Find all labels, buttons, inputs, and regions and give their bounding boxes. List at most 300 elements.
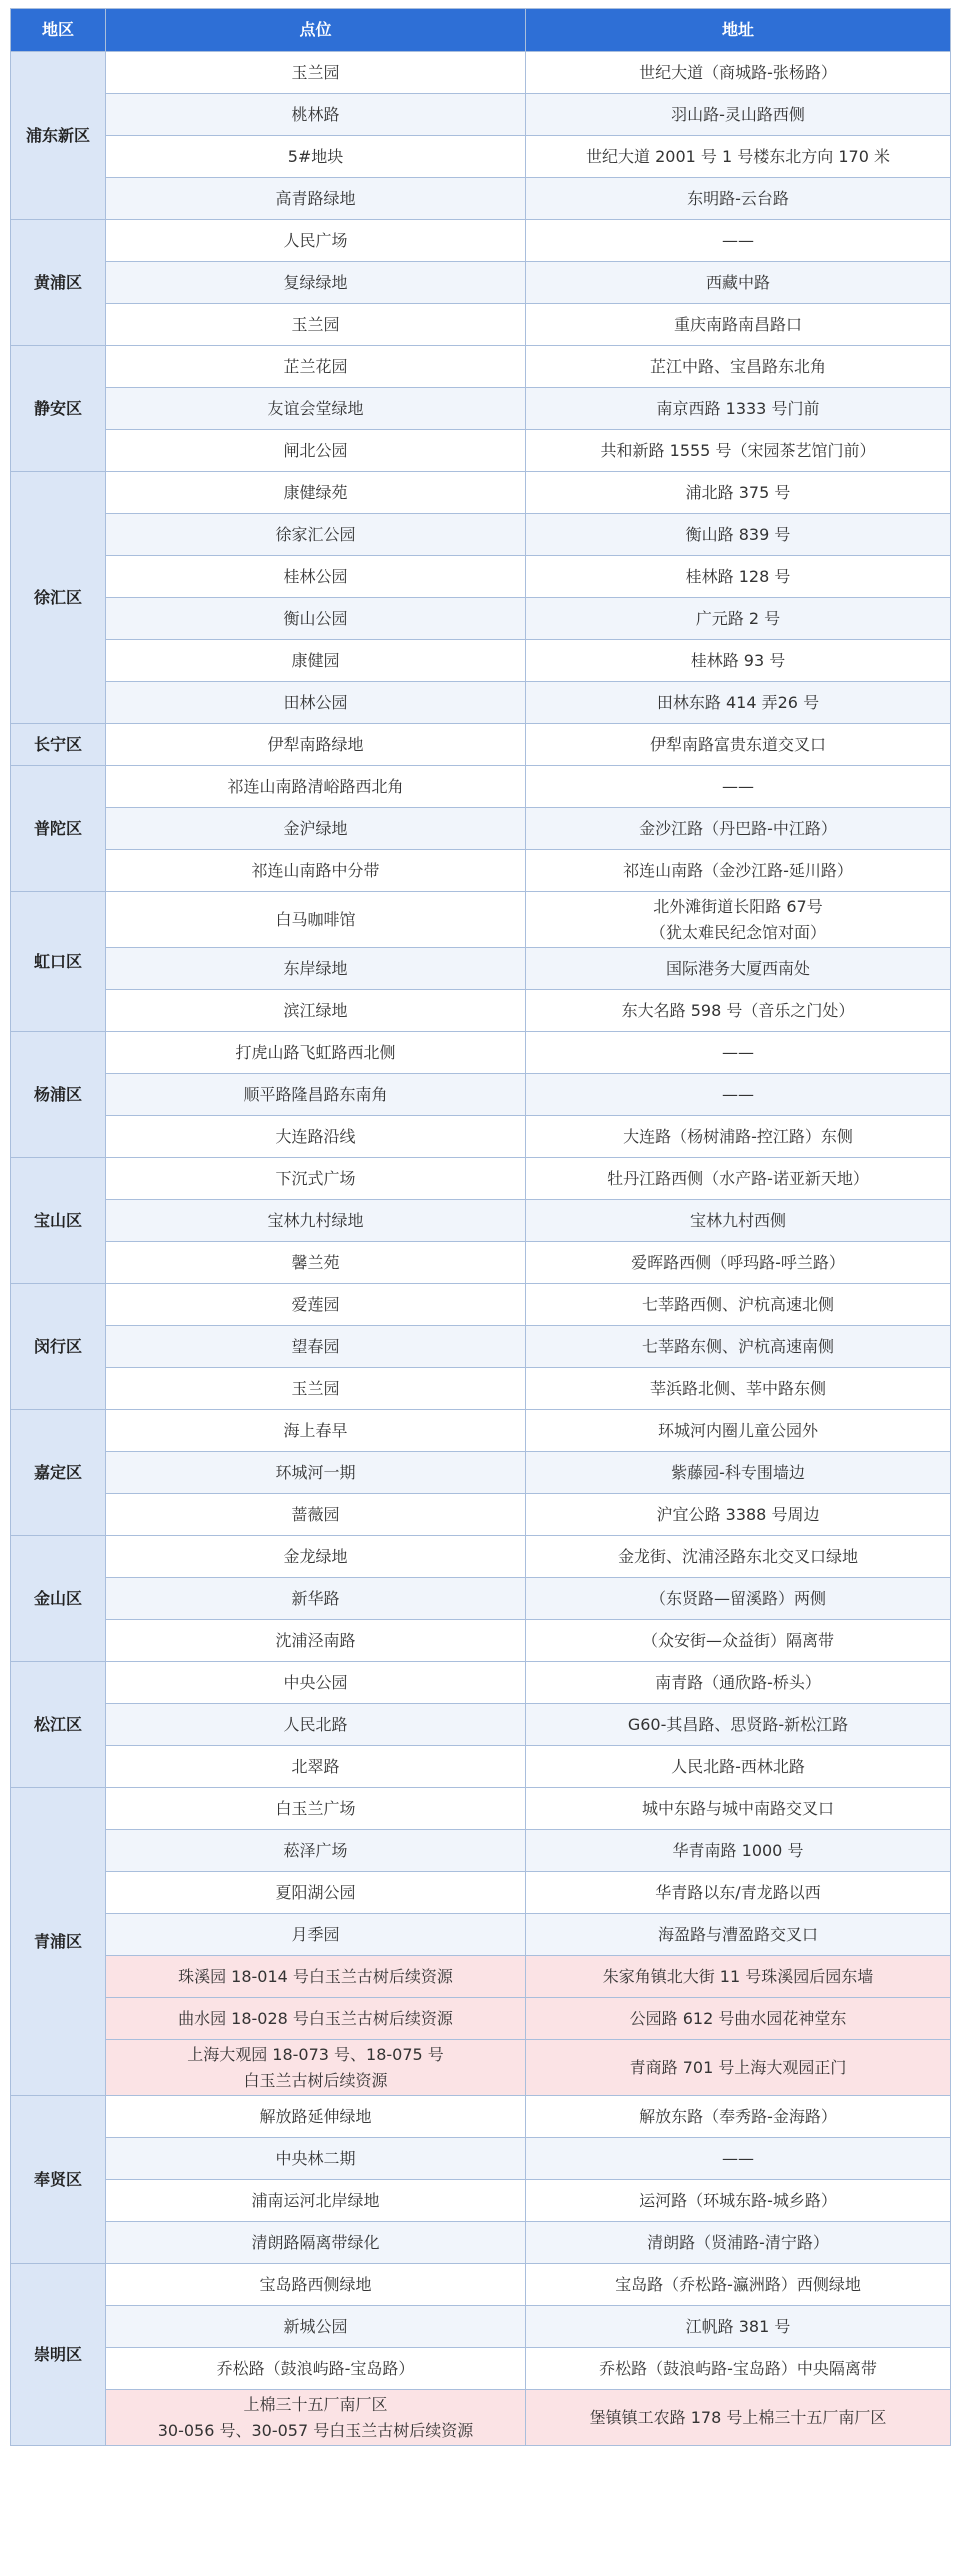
location-text: 菘泽广场: [283, 1840, 348, 1860]
address-cell: [526, 94, 951, 136]
address-cell: [526, 1830, 951, 1872]
address-cell: [526, 136, 951, 178]
location-text: 5#地块: [287, 146, 344, 166]
address-cell: [526, 2138, 951, 2180]
address-text: 东大名路 598 号（音乐之门处）: [621, 1000, 855, 1020]
address-text: 南京西路 1333 号门前: [656, 398, 820, 418]
table-row: [11, 136, 951, 178]
address-cell: [526, 2348, 951, 2390]
location-cell: [106, 1284, 526, 1326]
location-text: 闸北公园: [283, 440, 348, 460]
table-row: [11, 2040, 951, 2096]
table-row: [11, 2264, 951, 2306]
location-text: 夏阳湖公园: [275, 1882, 356, 1902]
address-cell: [526, 52, 951, 94]
address-cell: [526, 1284, 951, 1326]
table-row: [11, 1872, 951, 1914]
address-cell: [526, 346, 951, 388]
location-text: 望春园: [291, 1336, 340, 1356]
location-text: 沈浦泾南路: [275, 1630, 356, 1650]
address-text: 海盈路与漕盈路交叉口: [657, 1924, 818, 1944]
address-cell: [526, 1746, 951, 1788]
location-cell: [106, 262, 526, 304]
district-name: 宝山区: [11, 1158, 106, 1284]
location-cell: [106, 472, 526, 514]
table-row: [11, 1536, 951, 1578]
district-name: 浦东新区: [11, 52, 106, 220]
table-row: [11, 52, 951, 94]
location-cell: [106, 2348, 526, 2390]
address-text: 城中东路与城中南路交叉口: [641, 1798, 834, 1818]
address-text: 清朗路（贤浦路-清宁路）: [647, 2232, 829, 2252]
location-cell: [106, 808, 526, 850]
address-cell: [526, 808, 951, 850]
address-text: 大连路（杨树浦路-控江路）东侧: [623, 1126, 853, 1146]
table-row: [11, 346, 951, 388]
location-text: 徐家汇公园: [275, 524, 356, 544]
location-text: 白马咖啡馆: [275, 909, 356, 929]
address-text: 江帆路 381 号: [685, 2316, 791, 2336]
address-text: 西藏中路: [705, 272, 770, 292]
location-text: 东岸绿地: [283, 958, 348, 978]
table-row: [11, 514, 951, 556]
location-text: 打虎山路飞虹路西北侧: [235, 1042, 396, 1062]
address-cell: [526, 948, 951, 990]
location-cell: [106, 1662, 526, 1704]
table-row: [11, 1200, 951, 1242]
location-cell: [106, 430, 526, 472]
address-cell: [526, 2306, 951, 2348]
location-cell: [106, 2138, 526, 2180]
location-text: 上棉三十五厂南厂区: [243, 2394, 388, 2414]
location-text: 上海大观园 18-073 号、18-075 号: [187, 2044, 444, 2064]
district-name: 长宁区: [11, 724, 106, 766]
location-text: 环城河一期: [275, 1462, 356, 1482]
location-cell: [106, 1200, 526, 1242]
location-text: 芷兰花园: [283, 356, 348, 376]
location-cell: [106, 598, 526, 640]
table-row: [11, 640, 951, 682]
address-text: 环城河内圈儿童公园外: [657, 1420, 818, 1440]
location-cell: [106, 1704, 526, 1746]
location-cell: [106, 1536, 526, 1578]
page: [10, 8, 950, 2446]
header-district: 地区: [11, 9, 106, 52]
location-cell: [106, 1914, 526, 1956]
table-row: [11, 2096, 951, 2138]
address-text: 宝林九村西侧: [689, 1210, 786, 1230]
table-row: [11, 682, 951, 724]
location-cell: [106, 640, 526, 682]
location-cell: [106, 556, 526, 598]
location-cell: [106, 1242, 526, 1284]
location-cell: [106, 850, 526, 892]
address-cell: [526, 766, 951, 808]
location-text: 康健园: [291, 650, 340, 670]
address-cell: [526, 640, 951, 682]
location-text: 中央林二期: [275, 2148, 356, 2168]
location-cell: [106, 1326, 526, 1368]
address-text: 桂林路 93 号: [690, 650, 786, 670]
address-text: 华青路以东/青龙路以西: [655, 1882, 821, 1902]
address-text: 七莘路东侧、沪杭高速南侧: [641, 1336, 834, 1356]
table-body: [11, 52, 951, 2446]
location-cell: [106, 514, 526, 556]
address-cell: [526, 1074, 951, 1116]
address-text: 牡丹江路西侧（水产路-诺亚新天地）: [607, 1168, 869, 1188]
address-cell: [526, 1998, 951, 2040]
district-name: 虹口区: [11, 892, 106, 1032]
table-row: [11, 304, 951, 346]
location-text: 珠溪园 18-014 号白玉兰古树后续资源: [178, 1966, 453, 1986]
address-cell: [526, 1368, 951, 1410]
table-row: [11, 1494, 951, 1536]
address-text: 东明路-云台路: [687, 188, 789, 208]
address-text: 紫藤园-科专围墙边: [671, 1462, 805, 1482]
address-cell: [526, 1914, 951, 1956]
address-text: 世纪大道（商城路-张杨路）: [639, 62, 837, 82]
location-cell: [106, 304, 526, 346]
address-text: 浦北路 375 号: [685, 482, 791, 502]
address-text: ——: [722, 1042, 754, 1062]
address-cell: [526, 1578, 951, 1620]
table-row: [11, 1032, 951, 1074]
address-text: 羽山路-灵山路西侧: [671, 104, 805, 124]
address-cell: [526, 598, 951, 640]
district-name: 嘉定区: [11, 1410, 106, 1536]
address-cell: [526, 430, 951, 472]
header-location: 点位: [106, 9, 526, 52]
header-address: 地址: [526, 9, 951, 52]
location-cell: [106, 2040, 526, 2096]
district-name: 金山区: [11, 1536, 106, 1662]
table-row: [11, 724, 951, 766]
address-text: 华青南路 1000 号: [672, 1840, 804, 1860]
address-cell: [526, 1158, 951, 1200]
address-text: 北外滩街道长阳路 67号: [653, 896, 823, 916]
table-row: [11, 1368, 951, 1410]
address-text: ——: [722, 776, 754, 796]
location-cell: [106, 2180, 526, 2222]
district-name: 闵行区: [11, 1284, 106, 1410]
location-text: 北翠路: [291, 1756, 340, 1776]
address-cell: [526, 304, 951, 346]
table-row: [11, 178, 951, 220]
address-cell: [526, 2222, 951, 2264]
location-text: 玉兰园: [291, 314, 340, 334]
location-text: 浦南运河北岸绿地: [251, 2190, 380, 2210]
address-cell: [526, 178, 951, 220]
location-text: 衡山公园: [283, 608, 348, 628]
location-cell: [106, 724, 526, 766]
table-row: [11, 1452, 951, 1494]
table-row: [11, 598, 951, 640]
table-row: [11, 388, 951, 430]
address-cell: [526, 990, 951, 1032]
district-name: 杨浦区: [11, 1032, 106, 1158]
location-cell: [106, 388, 526, 430]
location-text: 高青路绿地: [275, 188, 356, 208]
address-cell: [526, 1494, 951, 1536]
table-row: [11, 850, 951, 892]
address-text: ——: [722, 1084, 754, 1104]
location-cell: [106, 1452, 526, 1494]
address-text: 七莘路西侧、沪杭高速北侧: [641, 1294, 834, 1314]
location-cell: [106, 220, 526, 262]
address-text: 国际港务大厦西南处: [665, 958, 810, 978]
table-row: [11, 472, 951, 514]
address-text: 桂林路 128 号: [685, 566, 791, 586]
address-cell: [526, 388, 951, 430]
location-cell: [106, 2222, 526, 2264]
table-row: [11, 1704, 951, 1746]
table-row: [11, 1956, 951, 1998]
location-cell: [106, 136, 526, 178]
location-cell: [106, 1998, 526, 2040]
address-text: 金龙街、沈浦泾路东北交叉口绿地: [617, 1546, 858, 1566]
address-text: （犹太难民纪念馆对面）: [649, 922, 826, 942]
district-name: 青浦区: [11, 1788, 106, 2096]
location-text: 白玉兰广场: [275, 1798, 356, 1818]
location-cell: [106, 682, 526, 724]
district-name: 黄浦区: [11, 220, 106, 346]
location-cell: [106, 1788, 526, 1830]
location-text: 爱莲园: [291, 1294, 340, 1314]
address-text: 青商路 701 号上海大观园正门: [629, 2057, 847, 2077]
table-row: [11, 556, 951, 598]
location-text: 金沪绿地: [283, 818, 348, 838]
address-text: ——: [722, 2148, 754, 2168]
address-cell: [526, 472, 951, 514]
table-row: [11, 948, 951, 990]
location-text: 新城公园: [283, 2316, 348, 2336]
district-name: 静安区: [11, 346, 106, 472]
district-name: 普陀区: [11, 766, 106, 892]
location-cell: [106, 2306, 526, 2348]
district-name: 徐汇区: [11, 472, 106, 724]
table-header: [11, 9, 951, 52]
location-cell: [106, 2390, 526, 2446]
table-row: [11, 766, 951, 808]
address-text: 田林东路 414 弄26 号: [656, 692, 820, 712]
address-cell: [526, 850, 951, 892]
address-cell: [526, 1200, 951, 1242]
magnolia-locations-table: [10, 8, 951, 2446]
location-cell: [106, 52, 526, 94]
address-cell: [526, 1242, 951, 1284]
address-text: 堡镇镇工农路 178 号上棉三十五厂南厂区: [589, 2407, 887, 2427]
location-cell: [106, 1074, 526, 1116]
location-cell: [106, 346, 526, 388]
address-text: 伊犁南路富贵东道交叉口: [649, 734, 826, 754]
location-text: 乔松路（鼓浪屿路-宝岛路）: [216, 2358, 415, 2378]
location-text: 下沉式广场: [275, 1168, 356, 1188]
location-cell: [106, 2096, 526, 2138]
location-text: 蔷薇园: [291, 1504, 340, 1524]
location-cell: [106, 1116, 526, 1158]
location-cell: [106, 948, 526, 990]
address-text: （东贤路—留溪路）两侧: [649, 1588, 826, 1608]
address-text: 广元路 2 号: [695, 608, 781, 628]
header-row: [11, 9, 951, 52]
location-text: 顺平路隆昌路东南角: [243, 1084, 388, 1104]
location-text: 大连路沿线: [275, 1126, 356, 1146]
location-text: 桂林公园: [283, 566, 348, 586]
address-cell: [526, 724, 951, 766]
address-cell: [526, 2390, 951, 2446]
address-cell: [526, 220, 951, 262]
location-text: 滨江绿地: [283, 1000, 348, 1020]
address-cell: [526, 556, 951, 598]
location-text: 田林公园: [283, 692, 348, 712]
address-cell: [526, 1788, 951, 1830]
address-text: 芷江中路、宝昌路东北角: [649, 356, 826, 376]
location-text: 金龙绿地: [283, 1546, 348, 1566]
location-text: 祁连山南路中分带: [251, 860, 380, 880]
address-cell: [526, 892, 951, 948]
location-cell: [106, 766, 526, 808]
location-text: 人民广场: [283, 230, 348, 250]
address-cell: [526, 2096, 951, 2138]
location-cell: [106, 178, 526, 220]
location-cell: [106, 1578, 526, 1620]
location-text: 康健绿苑: [283, 482, 348, 502]
address-cell: [526, 1620, 951, 1662]
address-text: 人民北路-西林北路: [671, 1756, 805, 1776]
table-row: [11, 1578, 951, 1620]
table-row: [11, 220, 951, 262]
table-row: [11, 892, 951, 948]
district-name: 松江区: [11, 1662, 106, 1788]
table-row: [11, 1662, 951, 1704]
address-cell: [526, 1956, 951, 1998]
location-cell: [106, 990, 526, 1032]
location-text: 中央公园: [283, 1672, 348, 1692]
address-cell: [526, 1704, 951, 1746]
table-row: [11, 1914, 951, 1956]
table-row: [11, 1998, 951, 2040]
address-cell: [526, 262, 951, 304]
location-cell: [106, 1620, 526, 1662]
location-text: 白玉兰古树后续资源: [243, 2070, 388, 2090]
address-text: 金沙江路（丹巴路-中江路）: [639, 818, 837, 838]
table-row: [11, 1158, 951, 1200]
location-cell: [106, 1410, 526, 1452]
table-row: [11, 2348, 951, 2390]
address-text: 莘浜路北侧、莘中路东侧: [649, 1378, 826, 1398]
table-row: [11, 94, 951, 136]
location-text: 宝岛路西侧绿地: [259, 2274, 372, 2294]
location-text: 宝林九村绿地: [267, 1210, 364, 1230]
location-text: 祁连山南路清峪路西北角: [227, 776, 404, 796]
table-row: [11, 1788, 951, 1830]
address-cell: [526, 682, 951, 724]
address-cell: [526, 1452, 951, 1494]
table-row: [11, 2390, 951, 2446]
table-row: [11, 2138, 951, 2180]
location-text: 曲水园 18-028 号白玉兰古树后续资源: [178, 2008, 453, 2028]
location-text: 30-056 号、30-057 号白玉兰古树后续资源: [157, 2420, 474, 2440]
table-row: [11, 808, 951, 850]
address-cell: [526, 514, 951, 556]
location-cell: [106, 1158, 526, 1200]
location-cell: [106, 1872, 526, 1914]
table-row: [11, 2222, 951, 2264]
location-cell: [106, 1032, 526, 1074]
location-text: 友谊会堂绿地: [267, 398, 364, 418]
address-text: ——: [722, 230, 754, 250]
table-row: [11, 1284, 951, 1326]
address-cell: [526, 1116, 951, 1158]
address-cell: [526, 2180, 951, 2222]
table-row: [11, 1620, 951, 1662]
address-text: 运河路（环城东路-城乡路）: [639, 2190, 837, 2210]
address-text: G60-其昌路、思贤路-新松江路: [627, 1714, 849, 1734]
location-cell: [106, 892, 526, 948]
table-row: [11, 1116, 951, 1158]
table-row: [11, 262, 951, 304]
table-row: [11, 1242, 951, 1284]
table-row: [11, 2306, 951, 2348]
table-row: [11, 1074, 951, 1116]
location-cell: [106, 1368, 526, 1410]
location-cell: [106, 1830, 526, 1872]
location-text: 月季园: [291, 1924, 340, 1944]
table-row: [11, 1830, 951, 1872]
address-text: 朱家角镇北大街 11 号珠溪园后园东墙: [602, 1966, 874, 1986]
address-cell: [526, 2264, 951, 2306]
table-row: [11, 1410, 951, 1452]
location-text: 馨兰苑: [291, 1252, 340, 1272]
address-text: 重庆南路南昌路口: [673, 314, 802, 334]
location-text: 复绿绿地: [283, 272, 348, 292]
address-text: 沪宜公路 3388 号周边: [656, 1504, 820, 1524]
address-text: 解放东路（奉秀路-金海路）: [639, 2106, 837, 2126]
location-cell: [106, 1494, 526, 1536]
location-cell: [106, 1956, 526, 1998]
address-cell: [526, 1032, 951, 1074]
address-text: 南青路（通欣路-桥头）: [655, 1672, 821, 1692]
address-cell: [526, 1872, 951, 1914]
location-text: 海上春早: [283, 1420, 348, 1440]
location-cell: [106, 2264, 526, 2306]
address-cell: [526, 1326, 951, 1368]
location-text: 清朗路隔离带绿化: [251, 2232, 380, 2252]
table-row: [11, 430, 951, 472]
location-text: 桃林路: [291, 104, 340, 124]
table-row: [11, 1326, 951, 1368]
location-text: 玉兰园: [291, 62, 340, 82]
address-text: 祁连山南路（金沙江路-延川路）: [623, 860, 853, 880]
district-name: 奉贤区: [11, 2096, 106, 2264]
location-text: 解放路延伸绿地: [259, 2106, 372, 2126]
address-cell: [526, 1410, 951, 1452]
location-text: 伊犁南路绿地: [267, 734, 364, 754]
location-text: 玉兰园: [291, 1378, 340, 1398]
address-text: 宝岛路（乔松路-瀛洲路）西侧绿地: [615, 2274, 861, 2294]
district-name: 崇明区: [11, 2264, 106, 2446]
address-text: （众安街—众益街）隔离带: [641, 1630, 834, 1650]
table-row: [11, 2180, 951, 2222]
table-row: [11, 1746, 951, 1788]
address-text: 衡山路 839 号: [685, 524, 791, 544]
location-cell: [106, 1746, 526, 1788]
address-text: 共和新路 1555 号（宋园茶艺馆门前）: [600, 440, 876, 460]
address-cell: [526, 1662, 951, 1704]
address-text: 公园路 612 号曲水园花神堂东: [629, 2008, 847, 2028]
address-text: 世纪大道 2001 号 1 号楼东北方向 170 米: [586, 146, 890, 166]
location-cell: [106, 94, 526, 136]
